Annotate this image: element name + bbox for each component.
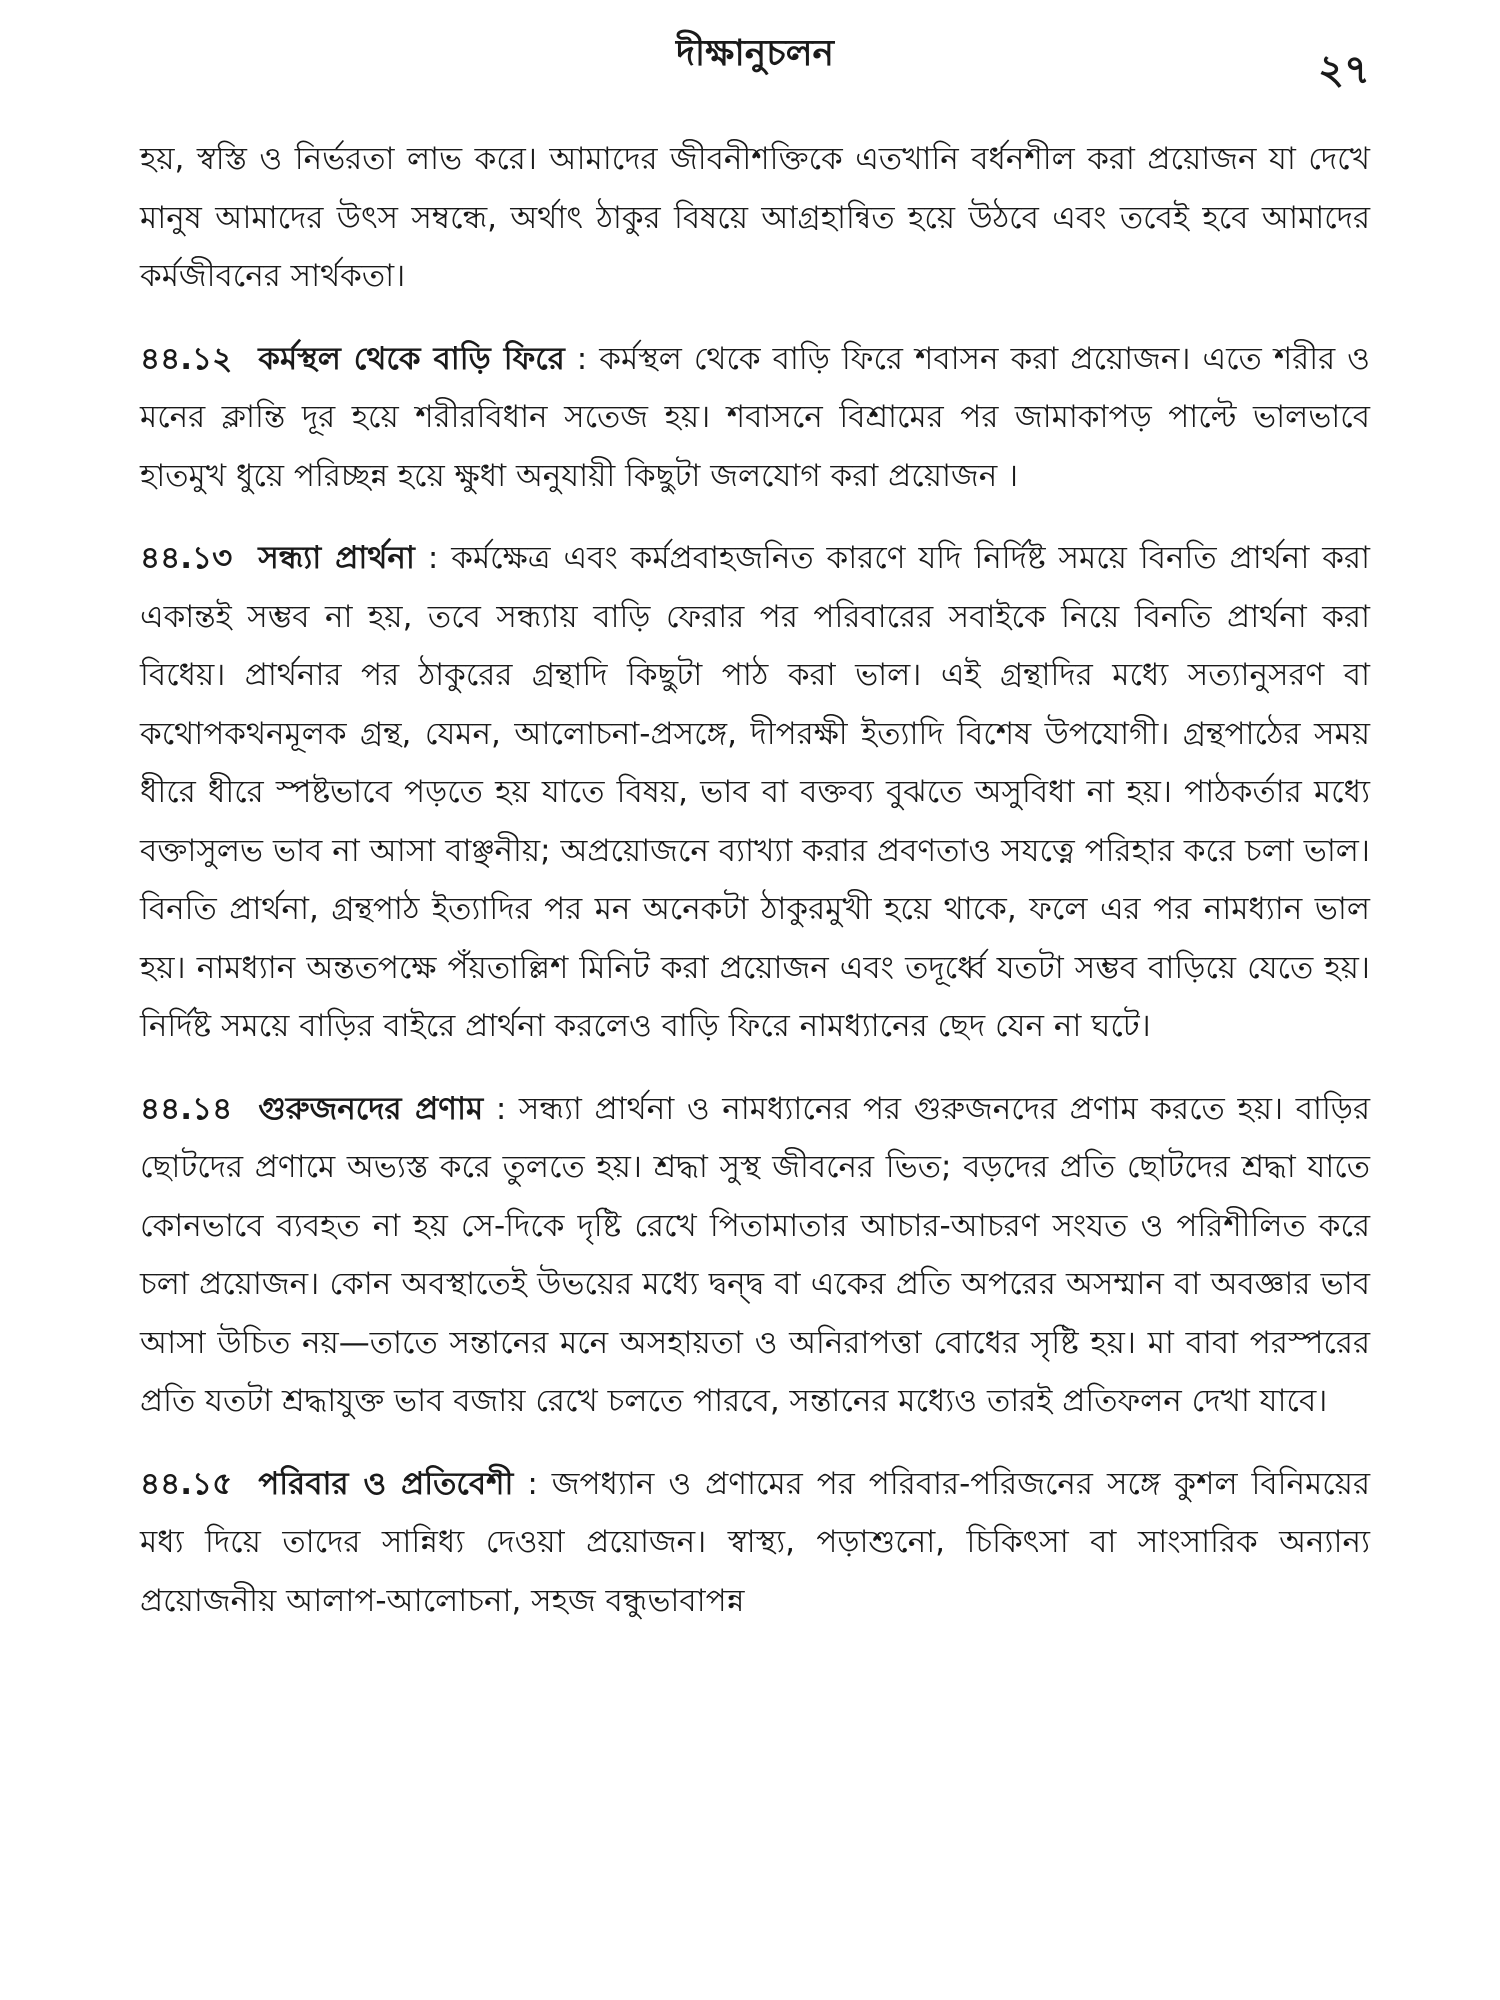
running-title: দীক্ষানুচলন [675,33,835,74]
section-44-13 [140,529,1370,1056]
section-number: ৪৪.১৪ [140,1090,233,1127]
section-44-15 [140,1455,1370,1631]
section-title: সন্ধ্যা প্রার্থনা [258,540,415,576]
body-text [140,130,1370,1654]
section-text: : সন্ধ্যা প্রার্থনা ও নামধ্যানের পর গুরুজনদের প্রণাম করতে হয়। বাড়ির ছোটদের প্রণামে অভ্যস্ত করে তুলতে হয়। শ্রদ্ধা সুস্থ জীবনের ভিত; বড়দের প্রতি ছোটদের শ্রদ্ধা যাতে কোনভাবে ব্যবহত না হয় সে-দিকে দৃষ্টি রেখে পিতামাতার আচার-আচরণ সংযত ও পরিশীলিত করে চলা প্রয়োজন। কোন অবস্থাতেই উভয়ের মধ্যে দ্বন্দ্ব বা একের প্রতি অপরের অসম্মান বা অবজ্ঞার ভাব আসা উচিত নয়—তাতে সন্তানের মনে অসহায়তা ও অনিরাপত্তা বোধের সৃষ্টি হয়। মা বাবা পরস্পরের প্রতি যতটা শ্রদ্ধাযুক্ত ভাব বজায় রেখে চলতে পারবে, সন্তানের মধ্যেও তারই প্রতিফলন দেখা যাবে। [140,1090,1370,1419]
section-number: ৪৪.১২ [140,340,233,377]
section-text: : কর্মস্থল থেকে বাড়ি ফিরে শবাসন করা প্রয়োজন। এতে শরীর ও মনের ক্লান্তি দূর হয়ে শরীরবিধান সতেজ হয়। শবাসনে বিশ্রামের পর জামাকাপড় পাল্টে ভালভাবে হাতমুখ ধুয়ে পরিচ্ছন্ন হয়ে ক্ষুধা অনুযায়ী কিছুটা জলযোগ করা প্রয়োজন । [140,340,1370,494]
section-text: : জপধ্যান ও প্রণামের পর পরিবার-পরিজনের সঙ্গে কুশল বিনিময়ের মধ্য দিয়ে তাদের সান্নিধ্য দেওয়া প্রয়োজন। স্বাস্থ্য, পড়াশুনো, চিকিৎসা বা সাংসারিক অন্যান্য প্রয়োজনীয় আলাপ-আলোচনা, সহজ বন্ধুভাবাপন্ন [140,1465,1370,1619]
section-number: ৪৪.১৩ [140,540,233,576]
section-text: : কর্মক্ষেত্র এবং কর্মপ্রবাহজনিত কারণে যদি নির্দিষ্ট সময়ে বিনতি প্রার্থনা করা একান্তই সম্ভব না হয়, তবে সন্ধ্যায় বাড়ি ফেরার পর পরিবারের সবাইকে নিয়ে বিনতি প্রার্থনা করা বিধেয়। প্রার্থনার পর ঠাকুরের গ্রন্থাদি কিছুটা পাঠ করা ভাল। এই গ্রন্থাদির মধ্যে সত্যানুসরণ বা কথোপকথনমূলক গ্রন্থ, যেমন, আলোচনা-প্রসঙ্গে, দীপরক্ষী ইত্যাদি বিশেষ উপযোগী। গ্রন্থপাঠের সময় ধীরে ধীরে স্পষ্টভাবে পড়তে হয় যাতে বিষয়, ভাব বা বক্তব্য বুঝতে অসুবিধা না হয়। পাঠকর্তার মধ্যে বক্তাসুলভ ভাব না আসা বাঞ্ছনীয়; অপ্রয়োজনে ব্যাখ্যা করার প্রবণতাও সযত্নে পরিহার করে চলা ভাল। বিনতি প্রার্থনা, গ্রন্থপাঠ ইত্যাদির পর মন অনেকটা ঠাকুরমুখী হয়ে থাকে, ফলে এর পর নামধ্যান ভাল হয়। নামধ্যান অন্ততপক্ষে পঁয়তাল্লিশ মিনিট করা প্রয়োজন এবং তদূর্ধ্বে যতটা সম্ভব বাড়িয়ে যেতে হয়। নির্দিষ্ট সময়ে বাড়ির বাইরে প্রার্থনা করলেও বাড়ি ফিরে নামধ্যানের ছেদ যেন না ঘটে। [140,540,1370,1044]
section-44-12 [140,330,1370,506]
section-title: গুরুজনদের প্রণাম [258,1090,484,1127]
running-head [140,18,1370,93]
continuation-paragraph: হয়, স্বস্তি ও নির্ভরতা লাভ করে। আমাদের জীবনীশক্তিকে এতখানি বর্ধনশীল করা প্রয়োজন যা দেখে মানুষ আমাদের উৎস সম্বন্ধে, অর্থাৎ ঠাকুর বিষয়ে আগ্রহান্বিত হয়ে উঠবে এবং তবেই হবে আমাদের কর্মজীবনের সার্থকতা। [140,141,1370,294]
section-number: ৪৪.১৫ [140,1465,233,1502]
section-44-14 [140,1080,1370,1431]
section-title: কর্মস্থল থেকে বাড়ি ফিরে [258,340,565,377]
section-title: পরিবার ও প্রতিবেশী [258,1465,514,1502]
page-number: ২৭ [1317,47,1370,93]
